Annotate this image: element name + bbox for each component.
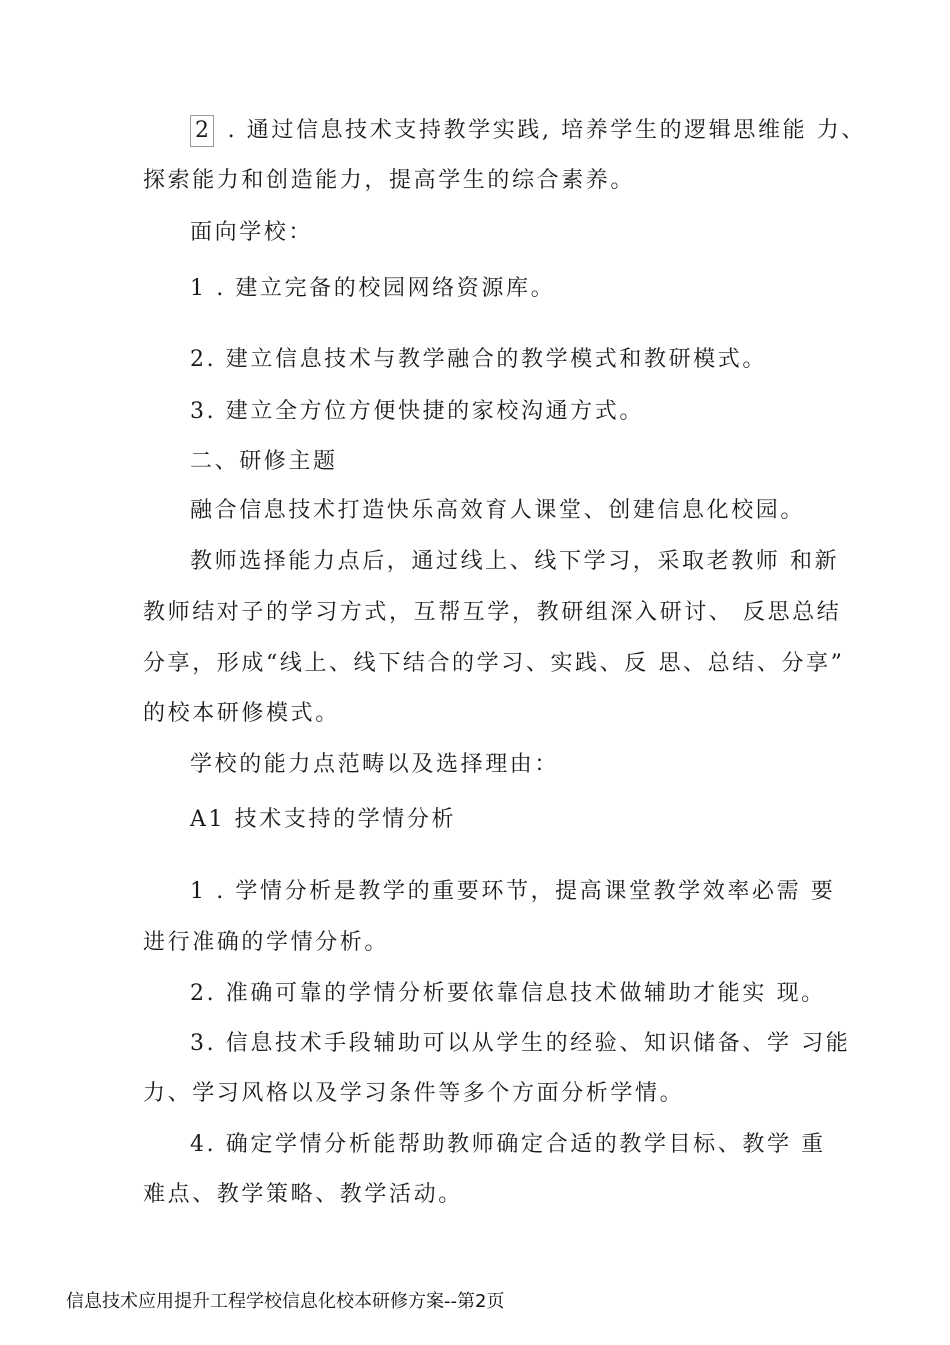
paragraph-line: 探索能力和创造能力，提高学生的综合素养。 bbox=[143, 168, 636, 193]
paragraph-line: 融合信息技术打造快乐高效育人课堂、创建信息化校园。 bbox=[190, 498, 806, 523]
paragraph-line: 难点、教学策略、教学活动。 bbox=[143, 1182, 463, 1207]
list-number-box: 2 bbox=[190, 115, 214, 147]
list-item: 1 . 建立完备的校园网络资源库。 bbox=[190, 276, 556, 301]
paragraph-line: 力、学习风格以及学习条件等多个方面分析学情。 bbox=[143, 1081, 685, 1106]
paragraph-line: 教师选择能力点后，通过线上、线下学习，采取老教师 和新 bbox=[190, 549, 840, 574]
list-item: 3. 信息技术手段辅助可以从学生的经验、知识储备、学 习能 bbox=[190, 1031, 851, 1056]
subsection-heading: A1 技术支持的学情分析 bbox=[190, 807, 457, 832]
section-heading: 二、研修主题 bbox=[190, 449, 338, 474]
paragraph-line: 的校本研修模式。 bbox=[143, 701, 340, 726]
list-item: 2. 建立信息技术与教学融合的教学模式和教研模式。 bbox=[190, 347, 767, 372]
paragraph-line bbox=[190, 115, 866, 147]
paragraph-line: 分享，形成“线上、线下结合的学习、实践、反 思、总结、分享” bbox=[143, 651, 845, 676]
page-footer: 信息技术应用提升工程学校信息化校本研修方案--第2页 bbox=[66, 1291, 505, 1312]
section-label: 面向学校： bbox=[190, 220, 314, 245]
list-item: 4. 确定学情分析能帮助教师确定合适的教学目标、教学 重 bbox=[190, 1132, 826, 1157]
list-item: 3. 建立全方位方便快捷的家校沟通方式。 bbox=[190, 399, 644, 424]
list-item: 1 . 学情分析是教学的重要环节，提高课堂教学效率必需 要 bbox=[190, 879, 836, 904]
paragraph-line: 教师结对子的学习方式，互帮互学，教研组深入研讨、 反思总结 bbox=[143, 600, 842, 625]
paragraph-text: . 通过信息技术支持教学实践, 培养学生的逻辑思维能 力、 bbox=[218, 118, 866, 143]
list-item: 2. 准确可靠的学情分析要依靠信息技术做辅助才能实 现。 bbox=[190, 981, 826, 1006]
paragraph-line: 进行准确的学情分析。 bbox=[143, 930, 390, 955]
paragraph-line: 学校的能力点范畴以及选择理由： bbox=[190, 752, 560, 777]
